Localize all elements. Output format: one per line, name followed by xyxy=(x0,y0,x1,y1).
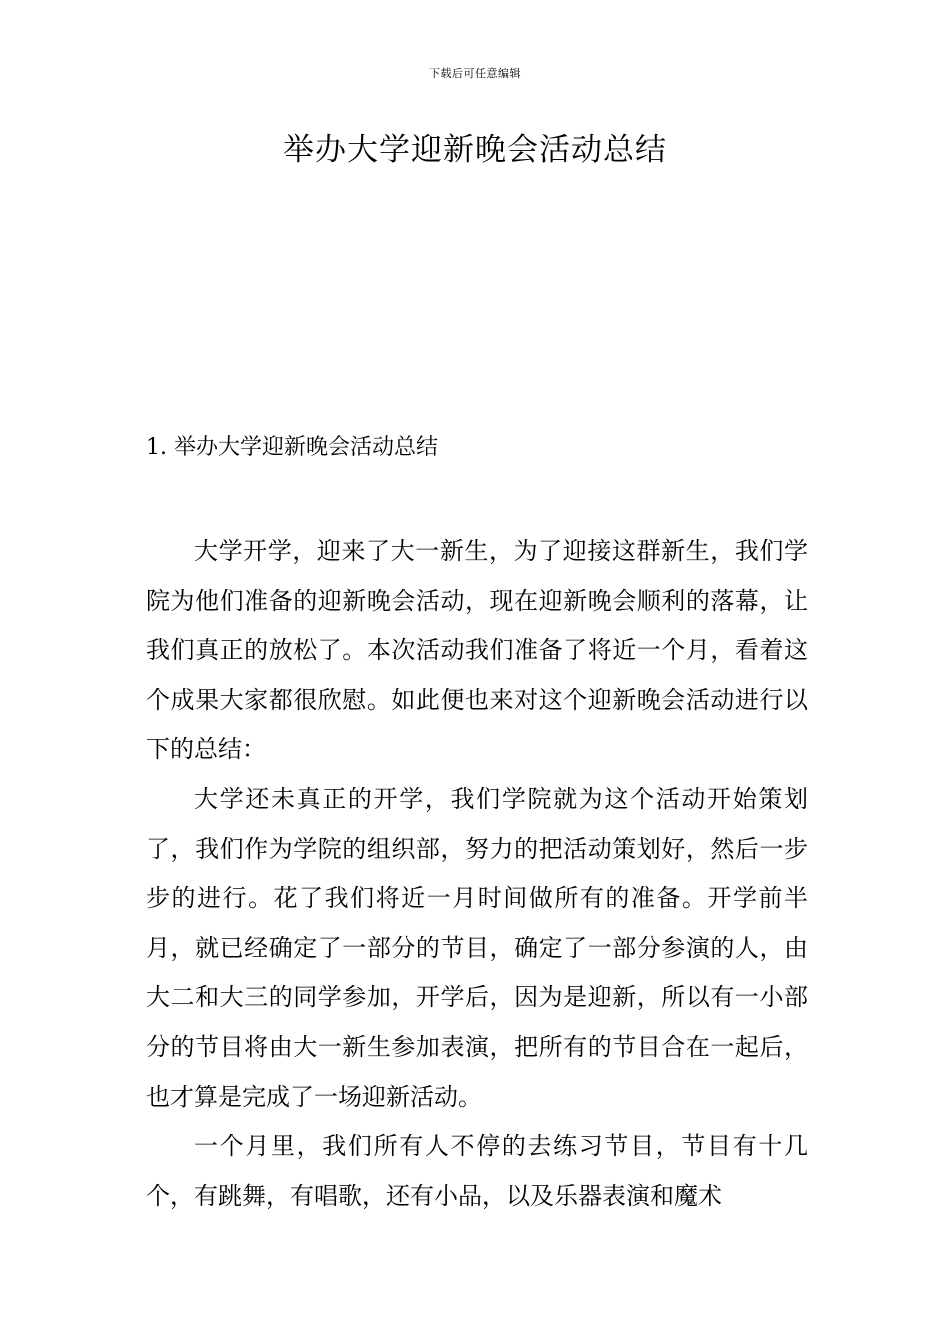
document-title: 举办大学迎新晚会活动总结 xyxy=(283,132,667,168)
document-body xyxy=(146,527,808,1221)
paragraph-1: 大学开学，迎来了大一新生，为了迎接这群新生，我们学院为他们准备的迎新晚会活动，现在迎新晚会顺利的落幕，让我们真正的放松了。本次活动我们准备了将近一个月，看着这个成果大家都很欣慰。如此便也来对这个迎新晚会活动进行以下的总结： xyxy=(146,537,808,764)
page-header-note: 下载后可任意编辑 xyxy=(429,67,521,80)
paragraph-3: 一个月里，我们所有人不停的去练习节目，节目有十几个，有跳舞，有唱歌，还有小品，以及乐器表演和魔术 xyxy=(146,1132,808,1210)
paragraph-2: 大学还未真正的开学，我们学院就为这个活动开始策划了，我们作为学院的组织部，努力的把活动策划好，然后一步步的进行。花了我们将近一月时间做所有的准备。开学前半月，就已经确定了一部分的节目，确定了一部分参演的人，由大二和大三的同学参加，开学后，因为是迎新，所以有一小部分的节目将由大一新生参加表演，把所有的节目合在一起后，也才算是完成了一场迎新活动。 xyxy=(146,784,808,1111)
section-heading: 1. 举办大学迎新晚会活动总结 xyxy=(146,435,438,460)
